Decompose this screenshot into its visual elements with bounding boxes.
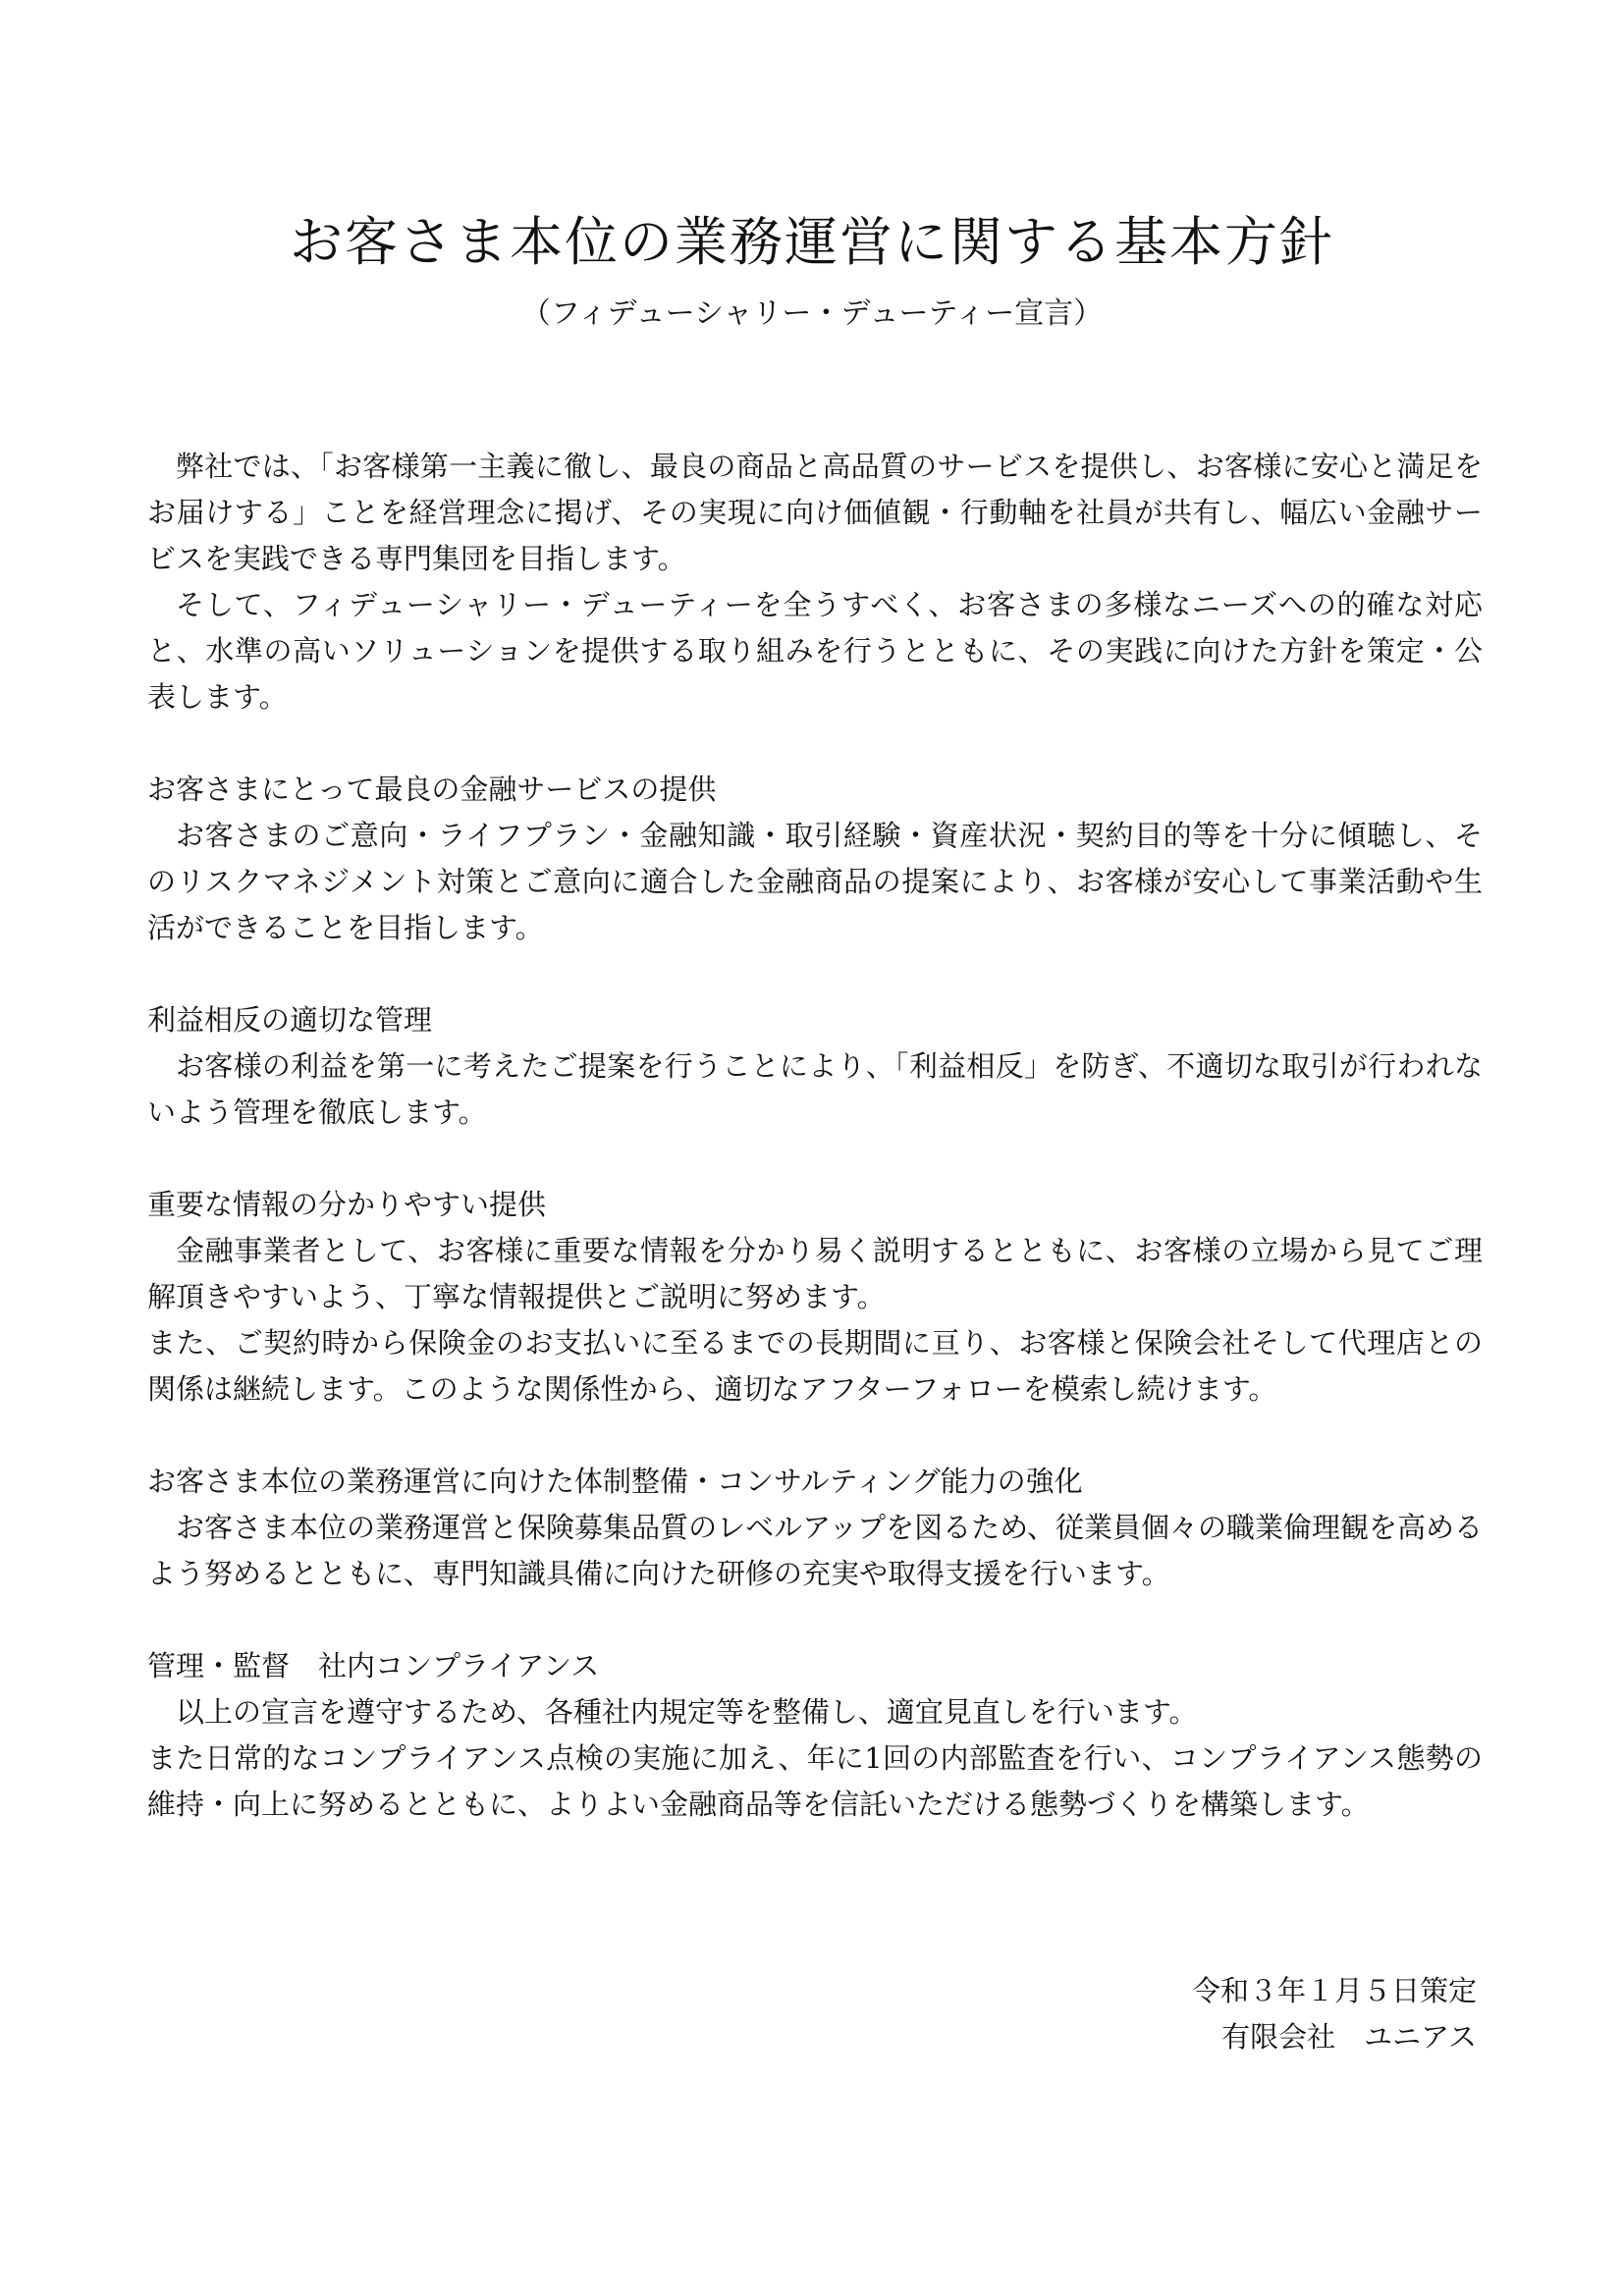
section-information-provision [147, 1182, 1483, 1413]
document-subtitle: （フィデューシャリー・デューティー宣言） [520, 296, 1104, 331]
section-paragraph: また、ご契約時から保険金のお支払いに至るまでの長期間に亘り、お客様と保険会社そして代理店との関係は継続します。このような関係性から、適切なアフターフォローを模索し続けます。 [147, 1326, 1483, 1406]
section-heading: お客さま本位の業務運営に向けた体制整備・コンサルティング能力の強化 [147, 1465, 1083, 1498]
section-paragraph: 金融事業者として、お客様に重要な情報を分かり易く説明するとともに、お客様の立場から見てご理解頂きやすいよう、丁寧な情報提供とご説明に努めます。 [147, 1234, 1483, 1313]
section-best-service [147, 767, 1483, 951]
section-heading: 管理・監督 社内コンプライアンス [147, 1649, 600, 1682]
intro-section [147, 444, 1483, 721]
section-paragraph: お客さまのご意向・ライフプラン・金融知識・取引経験・資産状況・契約目的等を十分に傾聴し、そのリスクマネジメント対策とご意向に適合した金融商品の提案により、お客様が安心して事業活動や生活ができることを目指します。 [147, 819, 1483, 944]
section-paragraph: また日常的なコンプライアンス点検の実施に加え、年に1回の内部監査を行い、コンプライアンス態勢の維持・向上に努めるとともに、よりよい金融商品等を信託いただける態勢づくりを構築します。 [147, 1741, 1483, 1821]
intro-paragraph: 弊社では、「お客様第一主義に徹し、最良の商品と高品質のサービスを提供し、お客様に安心と満足をお届けする」ことを経営理念に掲げ、その実現に向け価値観・行動軸を社員が共有し、幅広い金融サービスを実践できる専門集団を目指します。 [147, 450, 1483, 575]
intro-paragraph: そして、フィデューシャリー・デューティーを全うすべく、お客さまの多様なニーズへの的確な対応と、水準の高いソリューションを提供する取り組みを行うとともに、その実践に向けた方針を策定・公表します。 [147, 588, 1483, 714]
section-organization-consulting [147, 1459, 1483, 1597]
enactment-date: 令和３年１月５日策定 [1191, 1974, 1477, 2007]
section-heading: 利益相反の適切な管理 [147, 1003, 433, 1037]
section-paragraph: 以上の宣言を遵守するため、各種社内規定等を整備し、適宜見直しを行います。 [176, 1695, 1198, 1729]
section-compliance [147, 1643, 1483, 1828]
document-title: お客さま本位の業務運営に関する基本方針 [290, 211, 1334, 273]
company-name: 有限会社 ユニアス [1221, 2020, 1477, 2054]
section-paragraph: お客様の利益を第一に考えたご提案を行うことにより、「利益相反」を防ぎ、不適切な取引が行われないよう管理を徹底します。 [147, 1049, 1483, 1129]
document-body [147, 444, 1483, 1828]
section-heading: 重要な情報の分かりやすい提供 [147, 1188, 547, 1221]
section-paragraph: お客さま本位の業務運営と保険募集品質のレベルアップを図るため、従業員個々の職業倫理観を高めるよう努めるとともに、専門知識具備に向けた研修の充実や取得支援を行います。 [147, 1511, 1483, 1590]
document-footer [1192, 1968, 1477, 2060]
section-heading: お客さまにとって最良の金融サービスの提供 [147, 773, 717, 806]
section-conflict-of-interest [147, 997, 1483, 1136]
